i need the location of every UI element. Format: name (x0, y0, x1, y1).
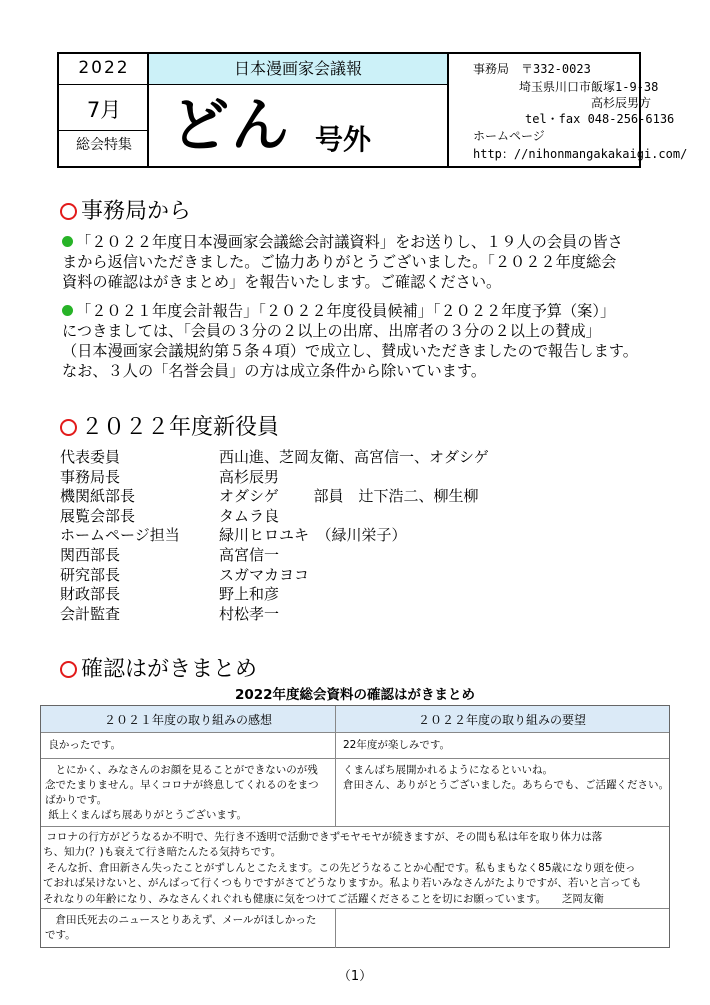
issue-month: 7月 (86, 98, 122, 122)
table-cell: とにかく、みなさんのお顔を見ることができないのが残 念でたまりません。早くコロナが終息してくれるのをまつ ばかりです。 紙上くまんばち展ありがとうございます。 (45, 764, 319, 821)
section-heading: ２０２２年度新役員 (60, 410, 279, 441)
officer-names: 高宮信一 (219, 546, 280, 564)
issue-info (59, 54, 149, 166)
section-heading: 事務局から (60, 194, 191, 225)
section-heading: 確認はがきまとめ (60, 652, 257, 683)
officer-title: 研究部長 (60, 565, 121, 584)
phone-fax: tel・fax 048-256-6136 (525, 112, 675, 126)
officer-title: ホームページ担当 (60, 526, 180, 545)
homepage-label: ホームページ (473, 129, 545, 143)
circle-icon (60, 203, 77, 220)
paragraph: 「２０２１年度会計報告」「２０２２年度役員候補」「２０２２年度予算（案）」 につきましては、「会員の３分の２以上の出席、出席者の３分の２以上の賛成」 （日本漫画家会議規約第５条４項）で成立し、賛成いただきましたので報告します。 なお、３人の「名誉会員」の方は成立条件から除いています。 (62, 302, 638, 380)
officer-title: 会計監査 (60, 604, 121, 623)
circle-icon (60, 661, 77, 678)
address-line: 高杉辰男方 (591, 96, 652, 110)
officer-names: スガマカヨコ (219, 565, 310, 584)
column-header: ２０２１年度の取り組みの感想 (103, 713, 272, 727)
officer-title: 財政部長 (60, 585, 121, 604)
table-cell: 22年度が楽しみです。 (343, 739, 451, 751)
column-header: ２０２２年度の取り組みの要望 (417, 713, 586, 727)
bullet-icon (62, 236, 73, 247)
address-line: 事務局 〒332-0023 (473, 62, 591, 76)
newsletter-title: どん (171, 91, 292, 159)
table-cell: コロナの行方がどうなるか不明で、先行き不透明で活動できずモヤモヤが続きますが、その間も私は年を取り体力は落 ち、知力(？)も衰えて行き暗たんたる気持ちです。 そんな折、倉田新さん失ったことがずしんとこたえます。この先どうなることか心配です。私もまもなく85歳になり頭を使っ ておれば呆けないと、がんばって行くつもりですがさてどうなりますか。私より若いみなさんがたよりですが、若いと言っても それなりの年齢になり、みなさんくれぐれも健康に気をつけてご活躍くださることを切にお願っています。 芝岡友衛 (43, 831, 642, 905)
address-line: 埼玉県川口市飯塚1-9-38 (519, 80, 659, 94)
circle-icon (60, 419, 77, 436)
table-cell: くまんばち展開かれるようになるといいね。 倉田さん、ありがとうございました。あちらでも、ご活躍ください。 (343, 764, 670, 791)
officer-title: 展覧会部長 (60, 506, 136, 525)
contact-info (449, 54, 688, 166)
newsletter-subtitle: 号外 (315, 123, 372, 156)
officer-names: タムラ良 (219, 506, 280, 525)
officer-names: 西山進、芝岡友衛、高宮信一、オダシゲ (219, 448, 489, 466)
table-header (41, 706, 669, 732)
officer-title: 代表委員 (60, 448, 121, 466)
officer-names: 緑川ヒロユキ （緑川栄子） (219, 526, 407, 545)
officer-names: 高杉辰男 (219, 467, 280, 486)
officer-title: 関西部長 (60, 546, 121, 564)
homepage-url[interactable]: http：//nihonmangakakaigi.com/ (473, 147, 688, 161)
issue-special: 総会特集 (76, 137, 132, 153)
organization-name: 日本漫画家会議報 (149, 54, 447, 85)
bullet-icon (62, 305, 73, 316)
officer-title: 事務局長 (60, 467, 121, 486)
table-title: 2022年度総会資料の確認はがきまとめ (234, 687, 476, 703)
table-cell: 倉田氏死去のニュースとりあえず、メールがほしかった です。 (45, 914, 317, 941)
page-number: （1） (337, 969, 373, 984)
issue-year: 2022 (78, 58, 130, 78)
officer-names: 野上和彦 (219, 585, 280, 604)
newsletter-header (57, 52, 688, 168)
officer-names: オダシゲ 部員 辻下浩二、柳生柳 (219, 487, 479, 506)
paragraph: 「２０２２年度日本漫画家会議総会討議資料」をお送りし、１９人の会員の皆さ まから返信いただきました。ご協力ありがとうございました。「２０２２年度総会 資料の確認はがきまとめ」を報告いたします。ご確認ください。 (62, 233, 623, 291)
masthead (149, 54, 449, 166)
officer-names: 村松孝一 (219, 604, 280, 623)
feedback-table (40, 705, 670, 948)
officer-title: 機関紙部長 (60, 487, 136, 506)
table-cell: 良かったです。 (45, 739, 121, 751)
